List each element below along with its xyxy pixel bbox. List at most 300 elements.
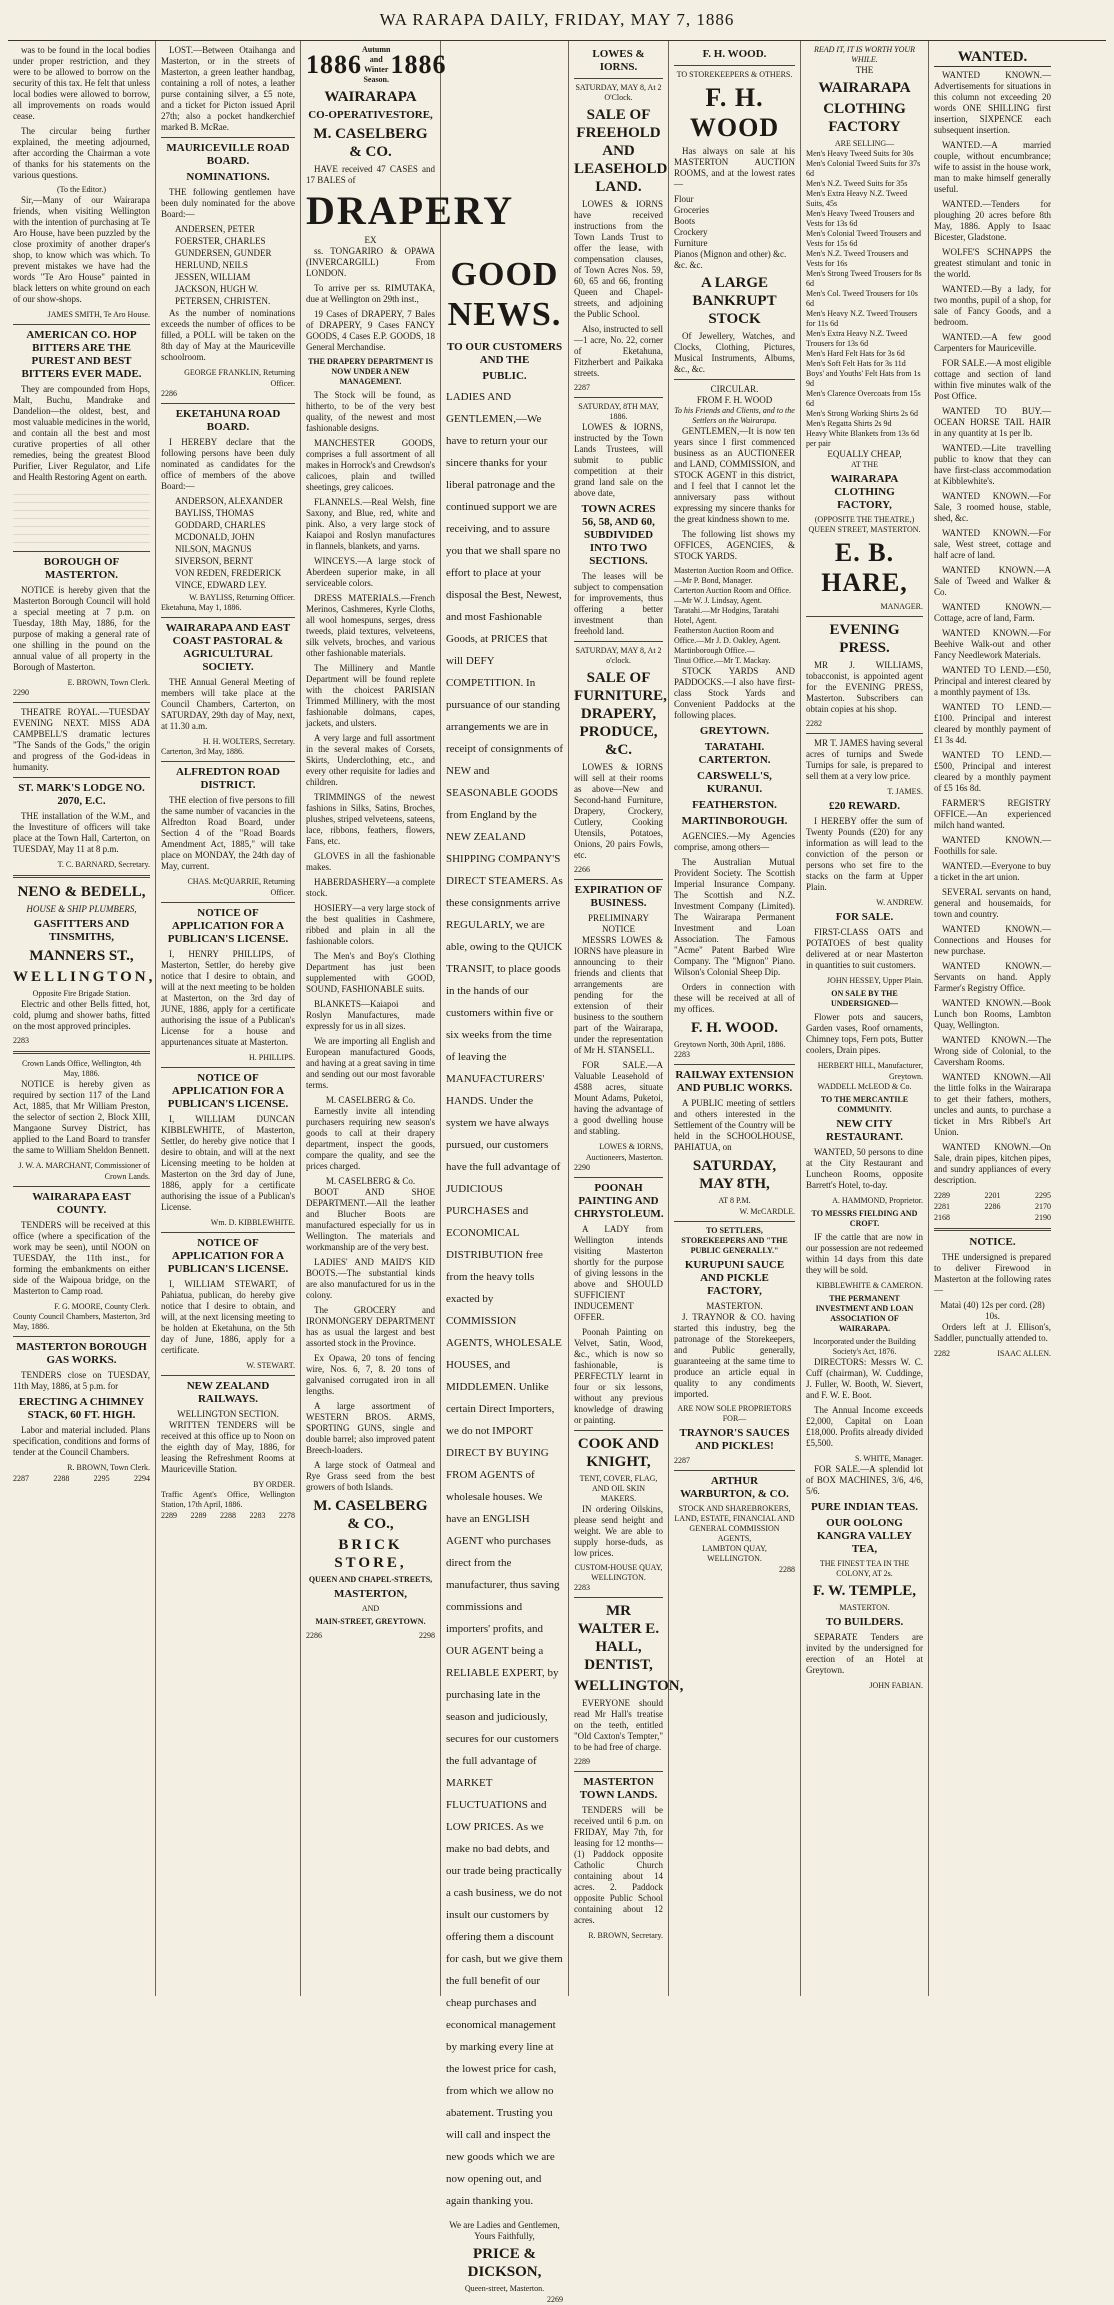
nominations-intro: THE following gentlemen have been duly nominated for the above Board:— [161,187,295,219]
price-item: Men's N.Z. Tweed Suits for 35s [806,179,908,188]
nominee: ANDERSEN, PETER [175,224,256,234]
cook-knight-place: CUSTOM-HOUSE QUAY, WELLINGTON. [574,1563,663,1582]
borough-sign: E. BROWN, Town Clerk. [67,678,150,687]
wood-heading: F. H. WOOD. [702,48,767,60]
drapery-headline: DRAPERY [306,188,515,233]
price-item: Men's Strong Working Shirts 2s 6d [806,409,918,418]
town-name: TARATAHI. CARTERTON. [698,741,771,766]
wanted-ad: WANTED KNOWN.—Advertisements for situations in this column not exceeding 20 words ONE SHILLING first insertion, SIXPENCE each subsequent insertion. [934,70,1051,135]
closing-line: We are Ladies and Gentlemen, [449,2220,560,2230]
read-it-line: READ IT, IT IS WORTH YOUR WHILE. [813,45,916,64]
body-text: WINCEYS.—A large stock of Aberdeen superior make, in all serviceable colors. [306,556,435,588]
at-the: AT THE [850,460,879,469]
ad-number: 2269 [547,2295,563,2304]
wanted-ad: WANTED TO BUY.—OCEAN HORSE TAIL HAIR in any quantity at 1s per lb. [934,406,1051,438]
body-text: HABERDASHERY—a complete stock. [306,877,435,898]
wanted-ad: WANTED TO LEND.—£50, Principal and interest cleared by a monthly payment of 13s. [934,665,1051,697]
sale-text: Also, instructed to sell—1 acre, No. 22, corner of Eketahuna, Fitzherbert and Paikaka streets. [574,324,663,378]
body-text: We are importing all English and European manufactured Goods, and having at a great saving in time and sending out our most favorable terms. [306,1036,435,1090]
for-sale-text: FIRST-CLASS OATS and POTATOES of best quality delivered at or near Masterton in quantities to suit customers. [806,927,923,970]
box-sale: FOR SALE.—A splendid lot of BOX MACHINES, 3/6, 4/6, 5/6. [806,1464,923,1496]
list-item: Featherston Auction Room and Office.—Mr J. D. Oakley, Agent. [674,626,781,645]
wanted-ad: WANTED KNOWN.—On Sale, drain pipes, kitchen pipes, and sundry appliances of every description. [934,1142,1051,1185]
nominee: GUNDERSEN, GUNDER [175,248,272,258]
wood-intro: Has always on sale at his MASTERTON AUCTION ROOMS, and at the lowest rates— [674,146,795,189]
sale-date: SATURDAY, MAY 8, At 2 o'clock. [575,646,662,665]
text-continuation [13,487,150,547]
nominee: NILSON, MAGNUS [175,544,252,554]
price-dickson: PRICE & DICKSON, [467,2246,542,2280]
department-heading: THE DRAPERY DEPARTMENT IS NOW UNDER A NEW MANAGEMENT. [308,357,433,386]
dentist-heading: MR WALTER E. HALL, DENTIST, [577,1603,660,1673]
sale-text: MESSRS LOWES & IORNS have pleasure in announcing to their friends and clients that arrangements are pending for the extension of their business to the southern part of the Wairarapa, under the representation of Mr H. STANSELL. [574,935,663,1055]
ad-number: 2288 [779,1565,795,1574]
agents-name: TRAYNOR'S SAUCES AND PICKLES! [679,1427,790,1452]
permanent-body: The Annual Income exceeds £2,000, Capital on Loan £18,000. Profits already divided £5,500. [806,1405,923,1448]
ad-number: 2289 [934,1191,950,1200]
notice-orders: Orders left at J. Ellison's, Saddler, punctually attended to. [934,1322,1051,1343]
reward-heading: £20 REWARD. [829,800,900,812]
wanted-ad: WANTED TO LEND.—£100. Principal and interest cleared by monthly payment of £1 3s 4d. [934,702,1051,745]
eketahuna-sign: W. BAYLISS, Returning Officer. [189,593,295,602]
body-text: The Stock will be found, as hitherto, to be of the very best quality, of the newest and most fashionable designs. [306,390,435,433]
masthead-title: WA RARAPA DAILY, FRIDAY, MAY 7, 1886 [379,10,735,29]
circular-label: CIRCULAR. [710,384,759,394]
wanted-ad: WANTED KNOWN.—Connections and Houses for new purchase. [934,924,1051,956]
wanted-ad: WANTED KNOWN.—Cottage, acre of land, Farm. [934,602,1051,623]
railway-date: SATURDAY, MAY 8TH, [692,1158,777,1192]
sale-title: SALE OF FREEHOLD AND LEASEHOLD LAND. [574,107,668,195]
license-text: I, HENRY PHILLIPS, of Masterton, Settler, do hereby give notice that I desire to obtain, and will at the next meeting to be holden at Masterton, on the 3rd day of JUNE, 1886, apply for a certificate authorising the issue of a Publican's License for a house and appurtenances situate at Masterton. [161,949,295,1047]
article-opening: was to be found in the local bodies under proper restriction, and they were to be allowed to borrow on the security of this tax. He felt that unless local bodies were allowed to borrow, all improvements on roads would cease. [13,45,150,121]
received-line: HAVE received 47 CASES and 17 BALES of [306,164,435,185]
ad-number: 2295 [1035,1191,1051,1200]
railway-sign: W. McCARDLE. [739,1207,795,1216]
store-town: MASTERTON, [333,1588,408,1600]
wanted-ad: FOR SALE.—A most eligible cottage and section of land within five minutes walk of the Post Office. [934,358,1051,401]
good-news-headline: GOOD NEWS. [447,256,562,333]
croft-sign: KIBBLEWHITE & CAMERON. [816,1281,923,1290]
arrive-line: To arrive per ss. RIMUTAKA, due at Wellington on 29th inst., [306,283,435,304]
gas-heading: MASTERTON BOROUGH GAS WORKS. [16,1341,147,1366]
nominee: MCDONALD, JOHN [175,532,255,542]
east-text: TENDERS will be received at this office (where a specification of the work may be seen), until NOON on TUESDAY, the 11th inst., for forming the embankments on either side of the Waipoua bridge, on the Masterton to Camp road. [13,1220,150,1296]
price-item: Men's N.Z. Tweed Trousers and Vests for 16s [806,249,909,268]
ad-numbers-row [13,1473,150,1484]
indian-teas: PURE INDIAN TEAS. [810,1501,919,1513]
column-7 [801,41,929,1996]
body-text: A very large and full assortment in the several makes of Corsets, Skirts, Underclothing, etc., and every other requisite for ladies and children. [306,733,435,787]
body-text: Earnestly invite all intending purchasers requiring new season's goods to call at their drapery department, inspect the goods, compare the quality, and see the prices charged. [306,1106,435,1171]
pastoral-sign: H. H. WOLTERS, Secretary. [202,737,295,746]
nominee: VON REDEN, FREDERICK [175,568,282,578]
neno-line: GASFITTERS AND TINSMITHS, [33,918,130,943]
body-text: MANCHESTER GOODS, comprises a full assortment of all makes in Horrock's and Crewdson's calicoes, plain and twilled sheetings, grey calicoes. [306,438,435,492]
nominee: SIVERSON, BERNT [175,556,254,566]
list-item: Martinborough Office.— [674,646,755,655]
list-item: Flour [674,194,694,204]
body-text: A large assortment of WESTERN BROS. ARMS, SPORTING GUNS, single and double barrel; also improved patent Breech-loaders. [306,1401,435,1455]
season-banner [306,45,447,85]
wanted-ad: WANTED KNOWN.—Foothills for sale. [934,835,1051,856]
price-item: Men's Hard Felt Hats for 3s 6d [806,349,905,358]
alfredton-text: THE election of five persons to fill the same number of vacancies in the Alfredton Road Board, under Section 4 of the "Road Boards Amendment Act, 1885," will take place on MONDAY, the 24th day of May, current. [161,795,295,871]
ad-number: 2289 [190,1511,207,1520]
ex-label: EX [364,235,377,245]
lowes-iorns-heading: LOWES & IORNS. [592,48,645,73]
firm-address: Queen-street, Masterton. [464,2284,545,2293]
dentist-city: WELLINGTON, [574,1678,684,1694]
railways-heading: NEW ZEALAND RAILWAYS. [186,1380,270,1405]
expiration-heading: EXPIRATION OF BUSINESS. [574,884,663,909]
list-item: Tinui Office.—Mr T. Mackay. [674,656,771,665]
ad-number: 2278 [279,1511,295,1520]
croft-heading: TO MESSRS FIELDING AND CROFT. [811,1209,918,1228]
list-item: Pianos (Mignon and other) &c. &c. &c. [674,249,787,270]
cook-knight-heading: COOK AND KNIGHT, [577,1436,660,1470]
store-greytown: MAIN-STREET, GREYTOWN. [315,1617,426,1626]
firm-sign: M. CASELBERG & Co. [325,1176,416,1186]
east-heading: WAIRARAPA EAST COUNTY. [32,1191,131,1216]
column-2 [156,41,301,1996]
wanted-ad: WANTED KNOWN.—A Sale of Tweed and Walker & Co. [934,565,1051,597]
price-item: Men's Colonial Tweed Suits for 37s 6d [806,159,921,178]
nominee: JACKSON, HUGH W. [175,284,259,294]
sale-text: LOWES & IORNS will sell at their rooms as above—New and Second-hand Furniture, Drapery, Crockery, Cutlery, Cooking Utensils, Potatoes, Onions, 20 pairs Fowls, etc. [574,762,663,860]
hare-name: E. B. HARE, [821,538,908,597]
masthead [8,0,1106,41]
the-label: THE [855,65,874,75]
hop-bitters-text: They are compounded from Hops, Malt, Buchu, Mandrake and Dandelion—the oldest, best, and most valuable medicines in the world, and contain all the best and most curative properties of all other remedies, being the greatest Blood Purifier, Liver Regulator, and Life and Health Restoring Agent on earth. [13,384,150,482]
ad-number: 2266 [574,865,590,874]
gas-text: TENDERS close on TUESDAY, 11th May, 1886, at 5 p.m. for [13,1370,150,1391]
wanted-ad: WANTED.—A few good Carpenters for Mauriceville. [934,332,1051,353]
clothing-factory: CLOTHING FACTORY [823,101,906,135]
sale-title: SALE OF FURNITURE, DRAPERY, PRODUCE, &C. [574,670,667,758]
builders-sign: JOHN FABIAN. [869,1681,923,1690]
sale-date: SATURDAY, 8TH MAY, 1886. [578,402,659,421]
nominations-heading: NOMINATIONS. [186,171,270,183]
agents-heading: ARE NOW SOLE PROPRIETORS FOR— [677,1404,792,1423]
price-item: Men's Strong Tweed Trousers for 8s 6d [806,269,922,288]
ad-number: 2287 [674,1456,690,1465]
brick-store: BRICK STORE, [334,1537,407,1571]
turnips-sign: T. JAMES. [887,787,923,796]
nominee: FOERSTER, CHARLES [175,236,266,246]
good-news-body: LADIES AND GENTLEMEN,—We have to return your our sincere thanks for your liberal patronage and the continued support we are receiving, and to assure you that we shall spare no effort to place at your disposal the Best, Newest, and most Fashionable Goods, at PRICES that will DEFY COMPETITION. In pursuance of our standing arrangements we are in receipt of consignments of NEW and SEASONABLE GOODS from England by the NEW ZEALAND SHIPPING COMPANY'S DIRECT STEAMERS. As these consignments arrive REGULARLY, we are able, owing to the QUICK TRANSIT, to place goods in the hands of our customers within five or six weeks from the time of leaving the MANUFACTURERS' HANDS. Under the system we have always pursued, our customers have the full advantage of JUDICIOUS PURCHASES and ECONOMICAL DISTRIBUTION free from the heavy tolls exacted by COMMISSION AGENTS, WHOLESALE HOUSES, and MIDDLEMEN. Unlike certain Direct Importers, we do not IMPORT DIRECT BY BUYING FROM AGENTS of wholesale houses. We have an ENGLISH AGENT who purchases direct from the manufacturer, thus saving commissions and importers' profits, and OUR AGENT being a RELIABLE EXPERT, by purchasing late in the season and judiciously, secures for our customers the full advantage of MARKET FLUCTUATIONS and LOW PRICES. As we make no bad debts, and our trade being practically a cash business, we do not insult our customers by offering them a discount for cash, but we give them the full benefit of our cheap purchases and economical management by marking every line at the lowest price for cash, from which we allow no abatement. Trusting you will call and inspect the new goods which we are now opening out, and again thanking you. [446,391,563,2207]
lodge-text: THE installation of the W.M., and the Investiture of officers will take place at the Town Hall, Carterton, on TUESDAY, May 11 at 8 p.m. [13,811,150,854]
notice-sign: ISAAC ALLEN. [997,1349,1051,1358]
ad-number: 2287 [574,383,590,392]
temple-name: F. W. TEMPLE, [813,1583,916,1599]
wanted-ad: WANTED KNOWN.—All the little folks in the Wairarapa to get their fathers, mothers, uncles and aunts, to purchase a ticket in Mrs Ribbel's Art Union. [934,1072,1051,1137]
poonah-text: A LADY from Wellington intends visiting Masterton shortly for the purpose of giving lessons in the above and SHOULD SUFFICIENT INDUCEMENT OFFER. [574,1224,663,1322]
license-heading: NOTICE OF APPLICATION FOR A PUBLICAN'S LICENSE. [167,907,289,945]
license-text: I, WILLIAM DUNCAN KIBBLEWHITE, of Masterton, Settler, do hereby give notice that I desire to obtain, and will at the next Licensing meeting to be holden at Masterton on the 3rd day of June, 1886, apply for a certificate authorising the issue of a Publican's License. [161,1114,295,1212]
agencies-heading: AGENCIES.—My Agencies comprise, among others— [674,831,795,852]
wanted-ad: WANTED KNOWN.—Book Lunch bon Rooms, Lambton Quay, Wellington. [934,998,1051,1030]
to-customers: TO OUR CUSTOMERS AND THE [446,341,563,366]
wairarapa-label: WAIRARAPA [818,80,911,96]
wanted-ad: WANTED KNOWN.—For Beehive Walk-out and other Fancy Needlework Materials. [934,628,1051,660]
price-item: Men's Regatta Shirts 2s 9d [806,419,892,428]
editor-heading: (To the Editor.) [57,185,106,194]
town-name: FEATHERSTON. [692,799,777,811]
town-name: CARSWELL'S, KURANUI. [697,770,772,795]
nominee: ANDERSON, ALEXANDER [175,496,283,506]
ad-number: 2283 [674,1050,690,1059]
town-lands-text: TENDERS will be received until 6 p.m. on FRIDAY, May 7th, for leasing for 12 months—(1) Paddock opposite Catholic Church containing about 14 acres. 2. Paddock opposite Public School containing about 12 acres. [574,1805,663,1925]
price-item: Heavy White Blankets from 13s 6d per pair [806,429,919,448]
reward-text: I HEREBY offer the sum of Twenty Pounds (£20) for any information as will lead to the conviction of the person or persons who set fire to the stacks on the farm at Upper Plain. [806,816,923,892]
yours-line: Yours Faithfully, [474,2231,535,2241]
store-region: WAIRARAPA [324,89,417,105]
poonah-heading: POONAH PAINTING AND CHRYSTOLEUM. [574,1182,664,1220]
croft-text: IF the cattle that are now in our possession are not redeemed within 14 days from this date they will be sold. [806,1232,923,1275]
price-item: Men's Colonial Tweed Trousers and Vests for 15s 6d [806,229,921,248]
from-label: FROM F. H. WOOD [696,395,773,405]
wood-list [674,194,795,271]
orders-text: Orders in connection with these will be received at all of my offices. [674,982,795,1014]
store-streets: QUEEN AND CHAPEL-STREETS, [308,1575,433,1584]
to-label: To his Friends and Clients, and to the Settlers on the Wairarapa. [674,406,795,425]
neno-city: WELLINGTON, [13,969,156,985]
east-place: County Council Chambers, Masterton, 3rd May, 1886. [13,1312,150,1331]
public-label: PUBLIC. [482,370,527,382]
for-sale: FOR SALE. [835,911,894,923]
sale-text: The leases will be subject to compensation for improvements, thus offering a better investment than freehold land. [574,571,663,636]
notice-text: THE undersigned is prepared to deliver Firewood in Masterton at the following rates— [934,1252,1051,1295]
license-heading: NOTICE OF APPLICATION FOR A PUBLICAN'S LICENSE. [167,1072,289,1110]
factory-opposite: (OPPOSITE THE THEATRE,) [814,515,915,524]
nominee: GODDARD, CHARLES [175,520,266,530]
nominations-text: As the number of nominations exceeds the number of offices to be filled, a POLL will be taken on the 8th day of May at the Mauriceville schoolroom. [161,308,295,362]
restaurant-heading: NEW CITY RESTAURANT. [826,1118,903,1143]
borough-text: NOTICE is hereby given that the Masterton Borough Council will hold a special meeting at 7 p.m. on Tuesday, 18th May, 1886, for the purpose of making a general rate of one shilling in the pound on the annual value of all property in the Borough of Masterton. [13,585,150,672]
price-item: Men's Col. Tweed Trousers for 10s 6d [806,289,918,308]
body-text: LADIES' AND MAID'S KID BOOTS.—The substantial kinds are also manufactured for us in the colony. [306,1257,435,1300]
list-item: Boots [674,216,696,226]
price-item: Men's Soft Felt Hats for 3s 11d [806,359,906,368]
ad-number: 2170 [1035,1202,1051,1211]
ad-number: 2283 [13,1036,29,1045]
list-item: Furniture [674,238,708,248]
wanted-ad: WANTED KNOWN.—For Sale, 3 roomed house, stable, shed, &c. [934,491,1051,523]
alfredton-sign: CHAS. McQUARRIE, Returning Officer. [187,877,295,897]
nominee: BAYLISS, THOMAS [175,508,255,518]
hop-bitters-heading: AMERICAN CO. HOP BITTERS ARE THE PUREST AND BEST BITTERS EVER MADE. [21,329,142,380]
builders-text: SEPARATE Tenders are invited by the undersigned for erection of an Hotel at Greytown. [806,1632,923,1675]
poonah-text: Poonah Painting on Velvet, Satin, Wood, &c., which is now so fashionable, is PERFECTLY learnt in four or six lessons, without any previous knowledge of drawing or painting. [574,1327,663,1425]
mauriceville-heading: MAURICEVILLE ROAD BOARD. [166,142,290,167]
permanent-directors: DIRECTORS: Messrs W. C. Cuff (chairman), W. Cuddinge, J. Fuller, W. Booth, W. Sievert, and F. W. E. Boot. [806,1357,923,1400]
crown-heading: Crown Lands Office, Wellington, 4th May, 1886. [21,1059,142,1078]
eketahuna-intro: I HEREBY declare that the following persons have been duly nominated as candidates for the office of members of the above Board:— [161,437,295,491]
neno-text: Electric and other Bells fitted, hot, cold, plumg and shower baths, fitted on the most approved principles. [13,999,150,1031]
sale-date: SATURDAY, MAY 8, At 2 O'Clock. [575,83,662,102]
ad-number: 2283 [249,1511,266,1520]
neno-heading: NENO & BEDELL, [17,884,146,900]
pastoral-place: Carterton, 3rd May, 1886. [161,747,245,756]
wanted-ad: WANTED.—A married couple, without encumbrance; wife to assist in the house work, man to make himself generally useful. [934,140,1051,194]
ad-number: 2289 [574,1757,590,1766]
wanted-heading: WANTED. [934,48,1051,67]
borough-heading: BOROUGH OF MASTERTON. [43,556,120,581]
ad-numbers-row [161,1510,295,1521]
notice-heading: NOTICE. [969,1236,1016,1248]
column-4 [441,41,569,2304]
ad-number: 2288 [220,1511,236,1520]
firm-sign: M. CASELBERG & Co. [325,1095,416,1105]
factory-name: WAIRARAPA CLOTHING FACTORY, [830,473,899,511]
town-name: MARTINBOROUGH. [681,815,788,827]
notice-footer [934,1348,1051,1359]
wanted-ad: FARMER'S REGISTRY OFFICE.—An experienced milch hand wanted. [934,798,1051,830]
ad-numbers-row [934,1190,1051,1201]
body-text: Ex Opawa, 20 tons of fencing wire, Nos. 6, 7, 8. 20 tons of galvanised corrugated iron in all lengths. [306,1353,435,1396]
wanted-ad: WANTED.—Lite travelling public to know that they can have first-class accommodation at Kibblewhite's. [934,443,1051,486]
ad-number: 2201 [984,1191,1001,1200]
ad-numbers-row [306,1630,435,1641]
crown-sign: J. W. A. MARCHANT, Commissioner of Crown Lands. [18,1161,150,1181]
license-sign: H. PHILLIPS. [248,1053,295,1062]
wood-to: TO STOREKEEPERS & OTHERS. [676,70,793,79]
wood-place: Greytown North, 30th April, 1886. [674,1040,786,1049]
town-acres: TOWN ACRES 56, 58, AND 60, SUBDIVIDED INTO TWO SECTIONS. [581,503,656,567]
ad-number: 2295 [93,1474,110,1483]
oolong-line: OUR OOLONG KANGRA VALLEY TEA, [816,1517,913,1555]
letter-sign: JAMES SMITH, Te Aro House. [47,310,150,319]
alfredton-heading: ALFREDTON ROAD DISTRICT. [175,766,280,791]
on-sale-text: Flower pots and saucers, Garden vases, Roof ornaments, Chimney tops, Fern pots, Butter coolers, Drain pipes. [806,1012,923,1055]
nominee: HERLUND, NEILS [175,260,248,270]
wanted-ad: WANTED.—Tenders for ploughing 20 acres before 8th May, 1886. Apply to Isaac Bicester, Gladstone. [934,199,1051,242]
ad-numbers-row [934,1201,1051,1212]
store-name: CO-OPERATIVESTORE, [308,109,433,121]
wanted-ad: SEVERAL servants on hand, general and housemaids, for town and country. [934,887,1051,919]
wanted-ad: WANTED.—By a lady, for two months, pupil of a shop, for sale of Fancy Goods, and a bedroom. [934,284,1051,327]
wood-sign: F. H. WOOD. [690,1020,779,1036]
nominee: VINCE, EDWARD LEY. [175,580,267,590]
permanent-heading: THE PERMANENT INVESTMENT AND LOAN ASSOCIATION OF WAIRARAPA. [815,1294,914,1333]
town-lands-heading: MASTERTON TOWN LANDS. [579,1776,658,1801]
stock-yards: STOCK YARDS AND PADDOCKS.—I also have first-class Stock Yards and Convenient Paddocks at the following places. [674,666,795,720]
sauce-heading: KURUPUNI SAUCE AND PICKLE FACTORY, [684,1259,785,1297]
gas-bold: ERECTING A CHIMNEY STACK, 60 FT. HIGH. [18,1396,145,1421]
on-sale-heading: ON SALE BY THE UNDERSIGNED— [830,989,899,1008]
body-text: The GROCERY and IRONMONGERY DEPARTMENT has as usual the largest and best assorted stock in the Province. [306,1305,435,1348]
nominee: JESSEN, WILLIAM [175,272,251,282]
agencies-list: The Australian Mutual Provident Society. The Scottish Imperial Insurance Company. The Scottish and N.Z. Investment Company (Limited). The Wairarapa Permanent Investment and Loan Association. The Famous "Acme" Patent Barbed Wire Company. The "Mignon" Piano. Wilson's Colonial Sheep Dip. [674,857,795,977]
town-name: GREYTOWN. [699,725,770,737]
body-text: DRESS MATERIALS.—French Merinos, Cashmeres, Kyrle Cloths, all wool homespuns, serges, dress tweeds, plaid textures, velveteens, silk velvets, broches, and various other fashionable materials. [306,593,435,658]
ad-number: 2282 [934,1349,950,1358]
railways-sign: BY ORDER. [253,1480,295,1489]
restaurant-sign: A. HAMMOND, Proprietor. [832,1196,923,1205]
article-closing: The circular being further explained, the meeting adjourned, after according the Chairman a vote of thanks for his statements on the various questions. [13,126,150,180]
and-label: AND [361,1604,380,1613]
license-heading: NOTICE OF APPLICATION FOR A PUBLICAN'S LICENSE. [167,1237,289,1275]
ad-number: 2287 [13,1474,29,1483]
column-8 [929,41,1056,1996]
agencies-intro: The following list shows my OFFICES, AGENCIES, & STOCK YARDS. [674,529,795,561]
turnips-text: MR T. JAMES having several acres of turnips and Swede Turnips for sale, is prepared to sell them at a very low price. [806,738,923,781]
temple-place: MASTERTON. [839,1603,890,1612]
cook-knight-sub: TENT, COVER, FLAG, AND OIL SKIN MAKERS. [579,1474,658,1503]
selling-label: ARE SELLING— [834,139,895,148]
railway-time: AT 8 P.M. [718,1196,751,1205]
for-sale-sign: JOHN HESSEY, Upper Plain. [826,976,923,985]
list-item: Crockery [674,227,708,237]
list-item: Taratahi.—Mr Hodgins, Taratahi Hotel, Agent. [674,606,779,625]
theatre-notice: THEATRE ROYAL.—TUESDAY EVENING NEXT. MISS ADA CAMPBELL'S dramatic lectures "The Sands of the Gods," the origin and progress of the God-ideas in humanity. [13,707,150,772]
price-item: Men's Heavy N.Z. Tweed Trousers for 11s 6d [806,309,918,328]
sale-text: LOWES & IORNS, instructed by the Town Lands Trustees, will submit to public competition at their grand land sale on the above date, [574,422,663,498]
ad-number: 2294 [133,1474,150,1483]
warburton-heading: ARTHUR WARBURTON, & CO. [680,1475,789,1500]
dentist-text: EVERYONE should read Mr Hall's treatise on the teeth, entitled "Old Caxton's Tempter," to be had free of charge. [574,1698,663,1752]
season-label: Autumn and Winter Season. [362,45,391,84]
sale-text: FOR SALE.—A Valuable Leasehold of 4588 acres, situate Mount Adams, Puketoi, having the advantage of a good dwelling house and stabling. [574,1060,663,1136]
preliminary-label: PRELIMINARY NOTICE [587,913,649,934]
body-text: TRIMMINGS of the newest fashions in Silks, Satins, Broches, plushes, striped velveteens, sateens, lace, ribbons, feathers, flowers, Fans, etc. [306,792,435,846]
editor-letter: Sir,—Many of our Wairarapa friends, when visiting Wellington with the intention of purchasing at Te Aro House, have been puzzled by the close proximity of another draper's shop, to know which was which. To prevent mistakes we have had the words "Te Aro House" painted in black letters on white ground on each of our show-shops. [13,195,150,304]
railways-sub: WELLINGTON SECTION. [177,1409,279,1419]
wanted-ad: WANTED KNOWN.—Servants on hand. Apply Farmer's Registry Office. [934,961,1051,993]
railways-text: WRITTEN TENDERS will be received at this office up to Noon on the eighth day of May, 1886, for leasing the Refreshment Rooms at Mauriceville Station. [161,1420,295,1474]
lost-notice: LOST.—Between Otaihanga and Masterton, or in the streets of Masterton, a green leather handbag, containing a roll of notes, a leather purse containing silver, a £5 note, and a ticket for Picton issued April 27th; also a pocket handkerchief marked B. McRae. [161,45,295,132]
body-text: HOSIERY—a very large stock of the best qualities in Cashmere, ribbed and plain in all the fashionable colors. [306,903,435,946]
restaurant-text: WANTED, 50 persons to dine at the City Restaurant and Luncheon Rooms, opposite Barrett's Hotel, to-day. [806,1147,923,1190]
pastoral-text: THE Annual General Meeting of members will take place at the Council Chambers, Carterton, on SATURDAY, 29th day of May, next, at 11.30 a.m. [161,677,295,731]
list-item: Carterton Auction Room and Office.—Mr W. J. Lindsay, Agent. [674,586,791,605]
license-sign: W. STEWART. [246,1361,295,1370]
column-6 [669,41,801,1996]
mercantile-heading: TO THE MERCANTILE COMMUNITY. [820,1095,909,1114]
settlers-heading: TO SETTLERS, STOREKEEPERS AND "THE PUBLIC GENERALLY." [681,1226,788,1255]
notice-rates: Mataì (40) 12s per cord. (28) 10s. [940,1300,1045,1321]
ad-number: 2290 [574,1163,590,1172]
wanted-ad: WANTED KNOWN.—The Wrong side of Colonial, to the Caversham Rooms. [934,1035,1051,1067]
price-item: Men's Extra Heavy N.Z. Tweed Suits, 45s [806,189,908,208]
wanted-ad: WANTED.—Everyone to buy a ticket in the art union. [934,861,1051,882]
pastoral-heading: WAIRARAPA AND EAST COAST PASTORAL & AGRICULTURAL SOCIETY. [165,622,291,673]
firm-name: M. CASELBERG & CO. [313,126,428,160]
on-sale-sign: HERBERT HILL, Manufacturer, Greytown. [817,1061,923,1081]
price-list [806,149,923,449]
reward-sign: W. ANDREW. [876,898,923,907]
ad-number: 2290 [13,688,29,697]
sale-text: LOWES & IORNS have received instructions from the Town Lands Trust to offer the lease, with compensation clauses, of Town Acres Nos. 59, 60, 65 and 66, fronting Queen and Chapel-streets, and adjoining the Public School. [574,199,663,319]
lodge-sign: T. C. BARNARD, Secretary. [57,860,150,869]
neno-opposite: Opposite Fire Brigade Station. [32,989,131,998]
builders-heading: TO BUILDERS. [825,1616,904,1628]
nominations-sign: GEORGE FRANKLIN, Returning Officer. [184,368,295,388]
finest-tea: THE FINEST TEA IN THE COLONY, AT 2s. [819,1559,910,1578]
evening-press: EVENING PRESS. [829,622,900,656]
price-item: Boys' and Youths' Felt Hats from 1s 9d [806,369,921,388]
price-item: Men's Heavy Tweed Suits for 30s [806,149,914,158]
gas-more: Labor and material included. Plans specification, conditions and forms of tender at the Council Chambers. [13,1425,150,1457]
eketahuna-heading: EKETAHUNA ROAD BOARD. [175,408,281,433]
body-text: BLANKETS—Kaiapoi and Roslyn Manufactures, made expressly for us in all sizes. [306,999,435,1031]
body-text: A large stock of Oatmeal and Rye Grass seed from the best growers of both Islands. [306,1460,435,1492]
railways-place: Traffic Agent's Office, Wellington Station, 17th April, 1886. [161,1490,295,1509]
license-text: I, WILLIAM STEWART, of Pahiatua, publican, do hereby give notice that I desire to obtain, and will, at the next licensing meeting to be holden at Eketahuna, on the 5th day of June, 1886, apply for a certificate. [161,1279,295,1355]
arrive-list: 19 Cases of DRAPERY, 7 Bales of DRAPERY, 9 Cases FANCY GOODS, 4 Cases E.P. GOODS, 18 General Merchandise. [306,309,435,352]
body-text: GLOVES in all the fashionable makes. [306,851,435,872]
body-text: The Millinery and Mantle Department will be found replete with the choicest PARISIAN Trimmed Millinery, with the most fashionable dolmans, capes, jackets, and ulsters. [306,663,435,728]
